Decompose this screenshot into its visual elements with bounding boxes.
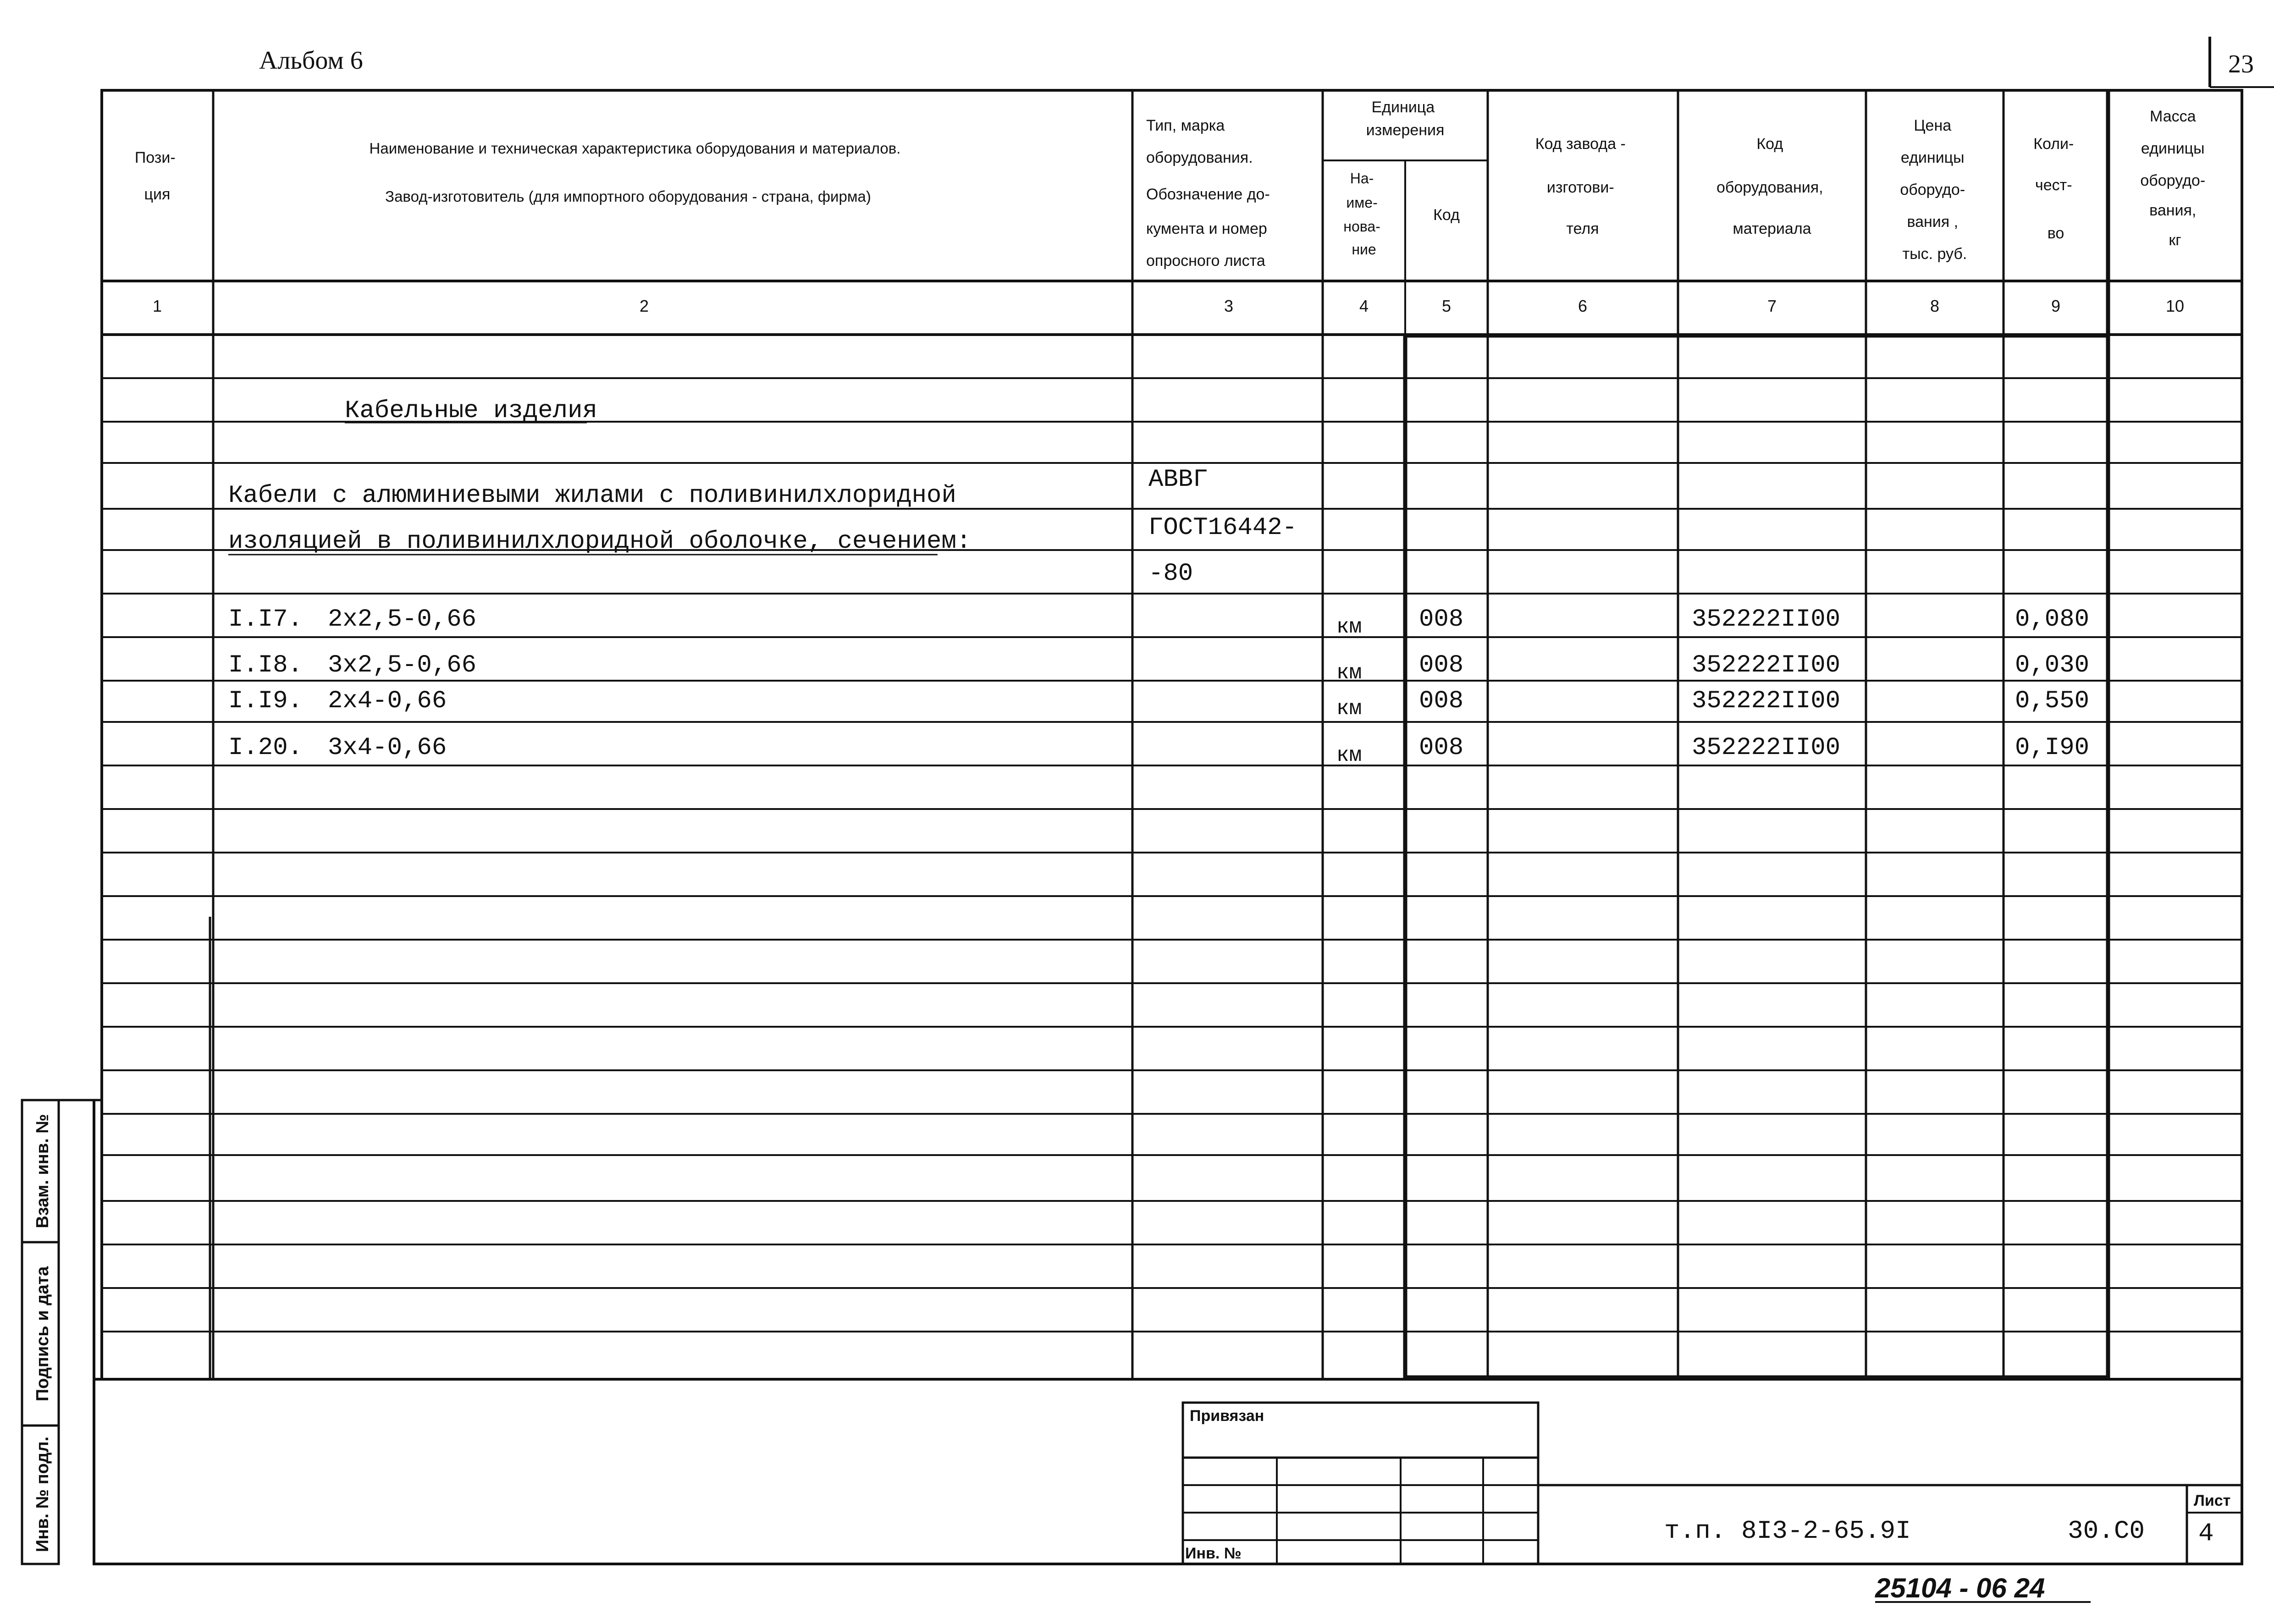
item-pos: I.I8. xyxy=(228,651,303,679)
column-number: 2 xyxy=(639,297,649,315)
section-title: Кабельные изделия xyxy=(345,397,597,425)
column-number: 8 xyxy=(1930,297,1940,315)
album-label: Альбом 6 xyxy=(259,46,363,75)
side-labels xyxy=(22,1100,102,1564)
table-body xyxy=(228,397,1297,588)
item-size: 3х2,5-0,66 xyxy=(328,651,477,679)
item-row xyxy=(228,606,2089,639)
item-unit-code: 008 xyxy=(1419,734,1464,762)
side-label-inv: Инв. № подл. xyxy=(33,1436,52,1552)
type-standard: ГОСТ16442- xyxy=(1148,514,1297,542)
item-qty: 0,080 xyxy=(2015,606,2090,633)
description-line1: Кабели с алюминиевыми жилами с поливинилхлоридной xyxy=(228,482,956,510)
item-code: 352222II00 xyxy=(1692,651,1841,679)
item-code: 352222II00 xyxy=(1692,606,1841,633)
column-number: 10 xyxy=(2165,297,2185,315)
column-number: 4 xyxy=(1359,297,1369,315)
header-equipment-code: Код оборудования, материала xyxy=(1716,135,1823,237)
type-mark: АВВГ xyxy=(1148,466,1208,494)
item-code: 352222II00 xyxy=(1692,734,1841,762)
type-standard-year: -80 xyxy=(1148,560,1193,588)
header-unit-name: На- име- нова- ние xyxy=(1343,170,1380,258)
item-unit-code: 008 xyxy=(1419,651,1464,679)
item-rows xyxy=(228,606,2089,767)
column-number: 7 xyxy=(1767,297,1777,315)
section-code: 30.С0 xyxy=(2068,1516,2145,1546)
item-unit: км xyxy=(1336,697,1362,721)
header-maker-code: Код завода - изготови- теля xyxy=(1535,135,1626,237)
column-number: 9 xyxy=(2051,297,2061,315)
item-unit: км xyxy=(1336,615,1362,639)
item-pos: I.20. xyxy=(228,734,303,762)
inv-no-label: Инв. № xyxy=(1185,1545,1242,1562)
header-price: Цена единицы оборудо- вания , тыс. руб. xyxy=(1900,117,1967,263)
item-row xyxy=(228,734,2089,767)
item-row xyxy=(228,687,2089,721)
side-label-vzam: Взам. инв. № xyxy=(33,1114,52,1228)
header-name-line1: Наименование и техническая характеристика оборудования и материалов. xyxy=(369,140,901,157)
item-unit-code: 008 xyxy=(1419,606,1464,633)
column-number: 5 xyxy=(1441,297,1452,315)
header-mass: Масса единицы оборудо- вания, кг xyxy=(2140,108,2206,249)
page-number: 23 xyxy=(2228,50,2254,78)
item-unit: км xyxy=(1336,743,1362,767)
item-pos: I.I7. xyxy=(228,606,303,633)
item-size: 3х4-0,66 xyxy=(328,734,447,762)
item-code: 352222II00 xyxy=(1692,687,1841,715)
item-size: 2х4-0,66 xyxy=(328,687,447,715)
item-qty: 0,I90 xyxy=(2015,734,2090,762)
sheet-label: Лист xyxy=(2194,1492,2231,1509)
item-qty: 0,550 xyxy=(2015,687,2090,715)
column-numbers xyxy=(153,297,2184,315)
header-type: Тип, марка оборудования. Обозначение до- кумента и номер опросного листа xyxy=(1146,117,1270,270)
header-unit-code: Код xyxy=(1433,206,1460,224)
document-code: т.п. 8I3-2-65.9I xyxy=(1664,1516,1911,1546)
column-number: 3 xyxy=(1224,297,1234,315)
column-number: 1 xyxy=(152,297,162,315)
item-unit: км xyxy=(1336,661,1362,685)
item-size: 2х2,5-0,66 xyxy=(328,606,477,633)
handwritten-footer: 25104 - 06 24 xyxy=(1875,1573,2045,1603)
header-quantity: Коли- чест- во xyxy=(2033,135,2074,242)
table-header xyxy=(135,99,2210,270)
header-position: Пози- ция xyxy=(134,149,176,203)
item-unit-code: 008 xyxy=(1419,687,1464,715)
header-name-line2: Завод-изготовитель (для импортного оборудования - страна, фирма) xyxy=(385,188,871,205)
item-pos: I.I9. xyxy=(228,687,303,715)
column-number: 6 xyxy=(1578,297,1588,315)
side-label-signature: Подпись и дата xyxy=(33,1266,52,1402)
description-line2: изоляцией в поливинилхлоридной оболочке, сечением: xyxy=(228,528,971,556)
header-unit: Единица измерения xyxy=(1366,99,1445,139)
item-qty: 0,030 xyxy=(2015,651,2090,679)
privyazan-label: Привязан xyxy=(1190,1407,1264,1425)
sheet-number: 4 xyxy=(2198,1519,2214,1548)
